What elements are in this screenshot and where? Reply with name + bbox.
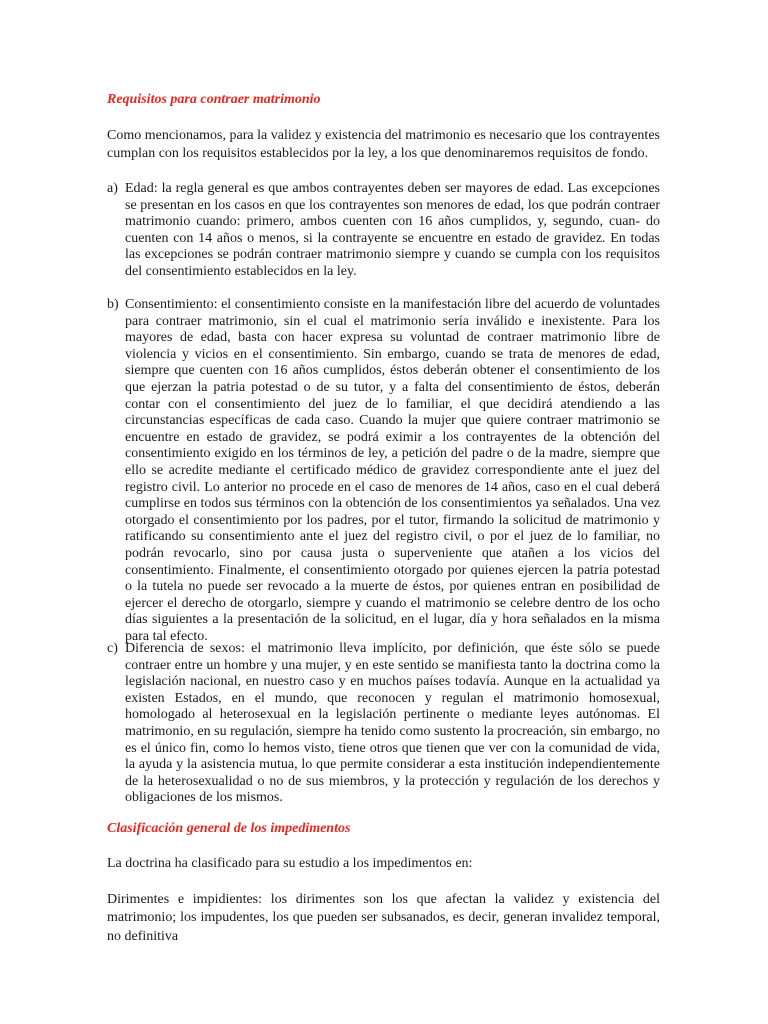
section-heading-clasificacion: Clasificación general de los impedimentos xyxy=(107,821,351,836)
doctrina-paragraph: La doctrina ha clasificado para su estudio a los impedimentos en: xyxy=(107,856,473,871)
list-marker: b) xyxy=(107,297,119,312)
list-item-text: Diferencia de sexos: el matrimonio lleva implícito, por definición, que éste sólo se puede contraer entre un hombre y una mujer, y en este sentido se manifiesta tanto la doctrina como la legislación nacional, en nuestro caso y en muchos países todavía. Aunque en la actualidad ya existen Estados, en el mundo, que reconocen y regulan el matrimonio homosexual, homologado al heterosexual en la legislación pertinente o mediante leyes autónomas. El matrimonio, en su regulación, siempre ha tenido como sustento la procreación, sin embargo, no es el único fin, como lo hemos visto, tiene otros que tienen que ver con la comunidad de vida, la ayuda y la asistencia mutua, lo que permite considerar a esta institución independientemente de la heterosexualidad o no de sus miembros, y la protección y regulación de los derechos y obligaciones de los mismos. xyxy=(125,641,660,806)
list-item-text: Edad: la regla general es que ambos contrayentes deben ser mayores de edad. Las excepciones se presentan en los casos en que los contrayentes son menores de edad, los que podrán contraer matrimonio cuando: primero, ambos cuenten con 16 años cumplidos, y, segundo, cuan- do cuenten con 14 años o menos, si la contrayente se encuentre en estado de gravidez. En todas las excepciones se podrán contraer matrimonio siempre y cuando se cumpla con los requisitos del consentimiento establecidos en la ley. xyxy=(125,181,660,279)
list-item-diferencia-de-sexos xyxy=(107,641,660,807)
list-item-text: Consentimiento: el consentimiento consiste en la manifestación libre del acuerdo de voluntades para contraer matrimonio, sin el cual el matrimonio sería inválido e inexistente. Para los mayores de edad, basta con hacer expresa su voluntad de contraer matrimonio libre de violencia y vicios en el consentimiento. Sin embargo, cuando se trata de menores de edad, siempre que cuenten con 16 años cumplidos, éstos deberán obtener el consentimiento de los que ejerzan la patria potestad o de su tutor, y a falta del consentimiento de éstos, deberán contar con el consentimiento del juez de lo familiar, el que decidirá atendiendo a las circunstancias específicas de cada caso. Cuando la mujer que quiere contraer matrimonio se encuentre en estado de gravidez, se podrá eximir a los contrayentes de la obtención del consentimiento exigido en los términos de ley, a petición del padre o de la madre, siempre que ello se acredite mediante el certificado médico de gravidez correspondiente ante el juez del registro civil. Lo anterior no procede en el caso de menores de 14 años, caso en el cual deberá cumplirse en todos sus términos con la obtención de los consentimientos ya señalados. Una vez otorgado el consentimiento por los padres, por el tutor, firmando la solicitud de matrimonio y ratificando su consentimiento ante el juez del registro civil, o por el juez de lo familiar, no podrán revocarlo, sino por causa justa o superveniente que atañen a los vicios del consentimiento. Finalmente, el consentimiento otorgado por quienes ejercen la patria potestad o la tutela no puede ser revocado a la muerte de éstos, por quienes entran en posibilidad de ejercer el derecho de otorgarlo, siempre y cuando el matrimonio se celebre dentro de los ocho días siguientes a la presentación de la solicitud, en el lugar, día y hora señalados en la misma para tal efecto. xyxy=(125,297,660,644)
list-marker: c) xyxy=(107,641,118,656)
section-heading-requisitos: Requisitos para contraer matrimonio xyxy=(107,92,321,107)
list-item-consentimiento xyxy=(107,297,660,645)
list-item-edad xyxy=(107,181,660,281)
dirimentes-paragraph: Dirimentes e impidientes: los dirimentes son los que afectan la validez y existencia del matrimonio; los impudentes, los que pueden ser subsanados, es decir, generan invalidez temporal, no definitiva xyxy=(107,892,660,944)
intro-paragraph: Como mencionamos, para la validez y existencia del matrimonio es necesario que los contrayentes cumplan con los requisitos establecidos por la ley, a los que denominaremos requisitos de fondo. xyxy=(107,128,660,162)
list-marker: a) xyxy=(107,181,118,196)
